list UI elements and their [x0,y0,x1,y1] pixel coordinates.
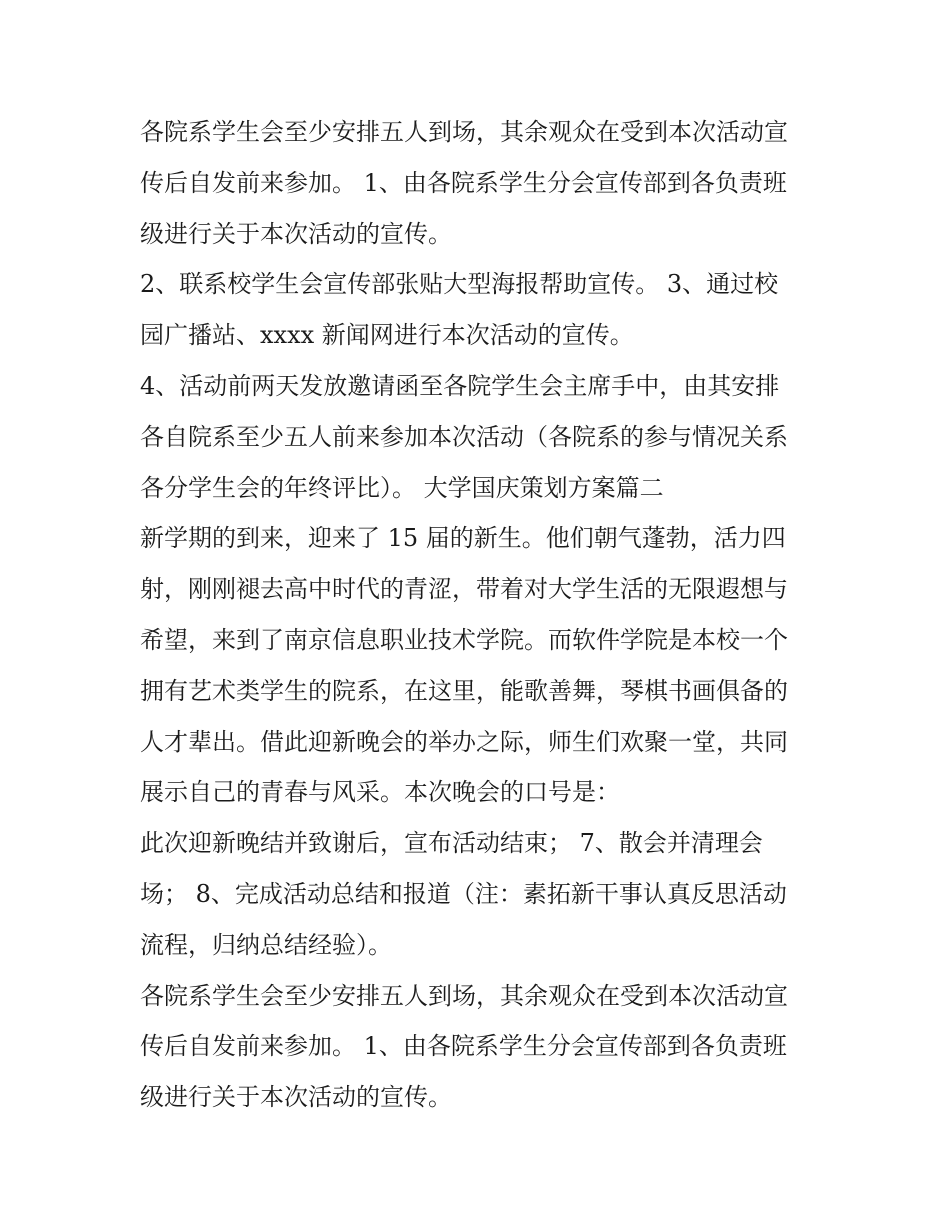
text-line: 传后自发前来参加。 1、由各院系学生分会宣传部到各负责班 [140,1032,787,1061]
text-line: 此次迎新晚结并致谢后，宣布活动结束； 7、散会并清理会 [140,829,763,858]
text-line: 流程，归纳总结经验）。 [140,930,392,959]
text-line: 各院系学生会至少安排五人到场，其余观众在受到本次活动宣 [140,981,788,1010]
text-line: 各院系学生会至少安排五人到场，其余观众在受到本次活动宣 [140,118,788,146]
text-line: 级进行关于本次活动的宣传。 [140,219,452,248]
text-line: 各分学生会的年终评比）。 大学国庆策划方案篇二 [140,473,664,502]
paragraph-2 [140,259,820,361]
text-line: 场； 8、完成活动总结和报道（注：素拓新干事认真反思活动 [140,879,787,908]
text-line: 展示自己的青春与风采。本次晚会的口号是： [140,778,620,807]
text-line: 希望，来到了南京信息职业技术学院。而软件学院是本校一个 [140,625,788,654]
text-line: 4、活动前两天发放邀请函至各院学生会主席手中，由其安排 [140,371,780,400]
paragraph-3 [140,361,820,513]
text-line: 2、联系校学生会宣传部张贴大型海报帮助宣传。 3、通过校 [140,270,779,299]
text-line: 拥有艺术类学生的院系，在这里，能歌善舞，琴棋书画俱备的 [140,676,788,705]
paragraph-6 [140,971,820,1123]
paragraph-5 [140,818,820,970]
document-body [140,107,820,1123]
text-line: 人才辈出。借此迎新晚会的举办之际，师生们欢聚一堂，共同 [140,727,788,756]
text-line: 新学期的到来，迎来了 15 届的新生。他们朝气蓬勃，活力四 [140,524,786,553]
paragraph-1 [140,107,820,259]
text-line: 各自院系至少五人前来参加本次活动（各院系的参与情况关系 [140,422,788,451]
paragraph-4 [140,513,820,818]
text-line: 园广播站、xxxx 新闻网进行本次活动的宣传。 [140,321,634,350]
text-line: 射，刚刚褪去高中时代的青涩，带着对大学生活的无限遐想与 [140,575,788,604]
text-line: 级进行关于本次活动的宣传。 [140,1083,452,1112]
text-line: 传后自发前来参加。 1、由各院系学生分会宣传部到各负责班 [140,168,787,197]
